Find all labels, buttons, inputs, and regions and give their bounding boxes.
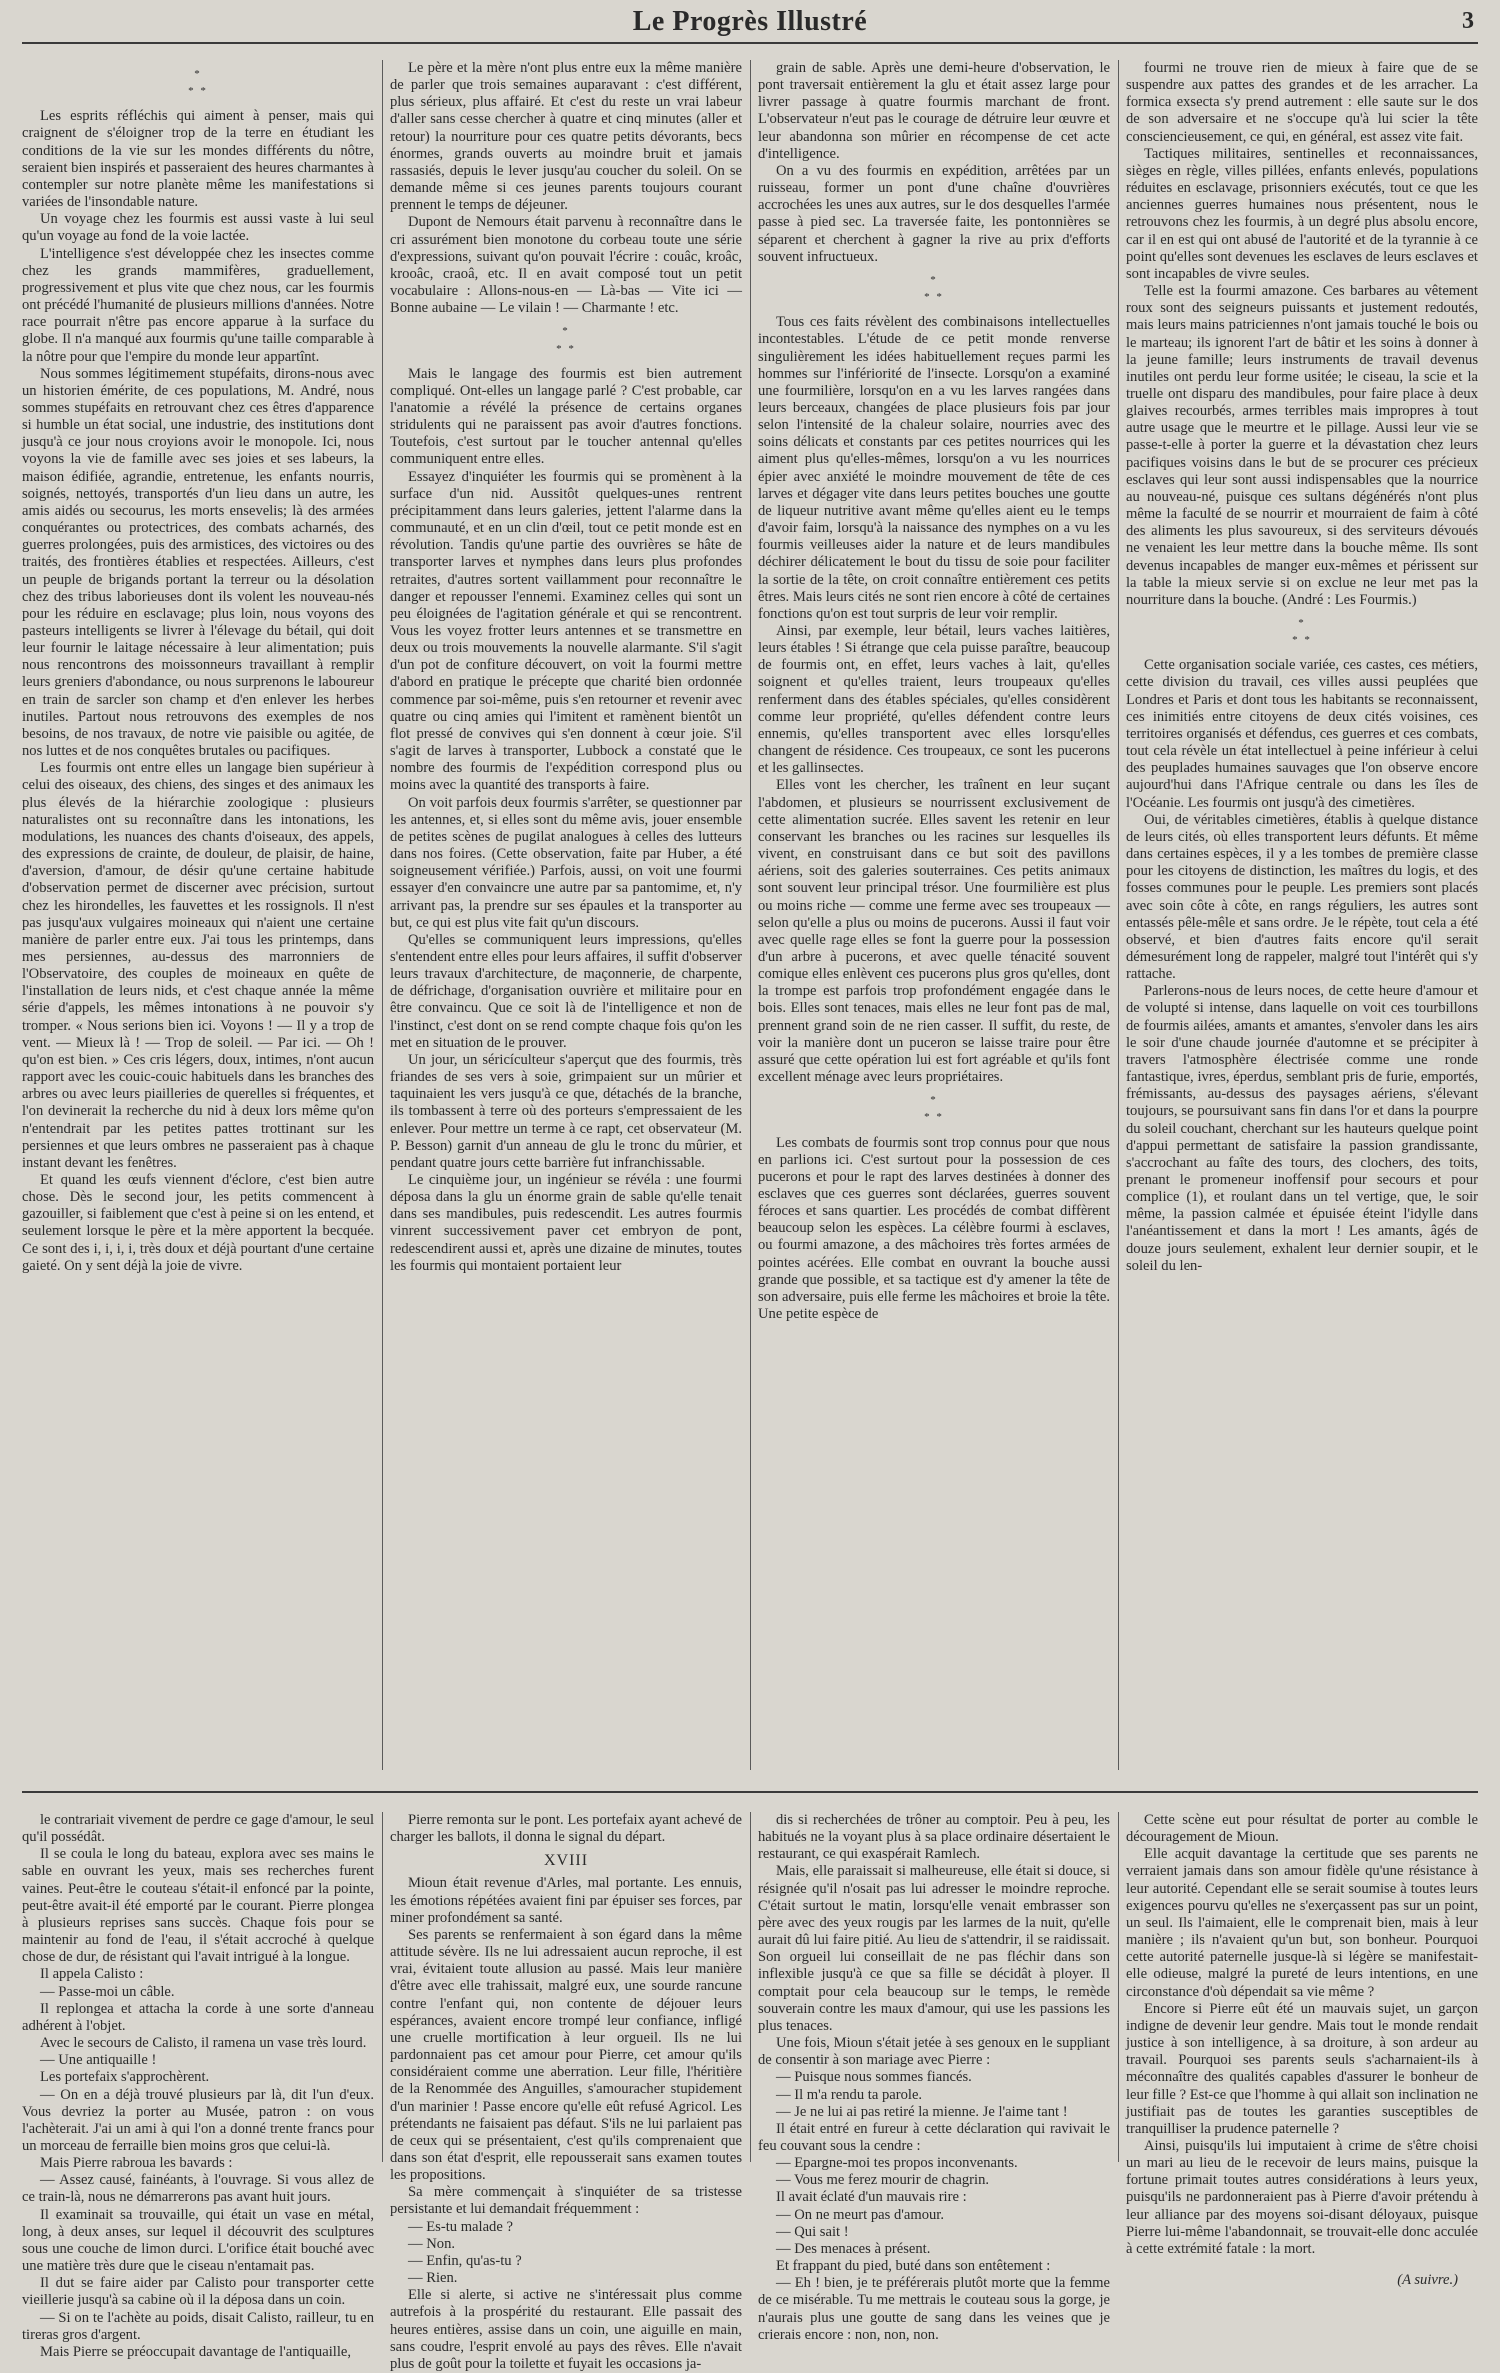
paragraph-group [22,108,374,1275]
paragraph: Il examinait sa trouvaille, qui était un vase en métal, long, à deux anses, sur lequel il découvrit des sculptures sous une couche de limon durci. L'orifice était bouché avec une matière très dure que le ciseau n'entamait pas. [22,2206,374,2275]
paragraph: Les fourmis ont entre elles un langage bien supérieur à celui des oiseaux, des chiens, des singes et des animaux les plus élevés de la hiérarchie zoologique : plusieurs naturalistes ont su reconnaître dans les intonations, les modulations, les nuances des chants d'oiseaux, des appels, des expressions de crainte, de douleur, de plaisir, de haine, d'aversion, d'amour, de désir qu'une certaine habitude d'observation permet de discerner avec précision, surtout chez les hirondelles, les fauvettes et les rossignols. Il n'est pas jusqu'aux vulgaires moineaux qui n'aient une certaine manière de parler entre eux. J'ai tous les printemps, dans mes persiennes, au-dessus des marronniers de l'Observatoire, des couples de moineaux en quête de l'installation de leurs nids, et c'est chaque année la même série d'appels, les mêmes intonations à ne pouvoir s'y tromper. « Nous serions bien ici. Voyons ! — Il y a trop de vent. — Mieux là ! — Trop de soleil. — Par ici. — Oh ! qu'on est bien. » Ces cris légers, doux, intimes, n'ont aucun rapport avec les couic-couic habituels dans les branches des arbres ou avec leurs piailleries de querelles si fréquentes, et l'on devinerait la recherche du nid à deux lors même qu'on n'entendrait par les petites pattes trottinant sur les persiennes et que leurs ombres ne passeraient pas à chaque instant devant les fenêtres. [22,760,374,1171]
section-stars: * * * [556,325,576,355]
paragraph: On a vu des fourmis en expédition, arrêtées par un ruisseau, former un pont d'une chaîne d'ouvrières accrochées les unes aux autres, sur le dos desquelles l'armée passe à pied sec. La traversée faite, les pontonnières se séparent et cherchent à gagner la rive au prix d'efforts souvent infructueux. [758,162,1110,265]
paragraph: Le père et la mère n'ont plus entre eux la même manière de parler que trois semaines auparavant : c'est différent, plus sérieux, plus affairé. Et c'est du reste un vrai labeur d'aller sans cesse chercher à quatre et cinq minutes (aller et retour) la nourriture pour ces quatre petits dévorants, becs énormes, grands ouverts au moindre bruit et jamais rassasiés, depuis le lever jusqu'au coucher du soleil. On se demande même si ces jeunes parents toujours courant prennent le temps de déjeuner. [390,60,742,214]
feuilleton-column-4 [1126,1812,1478,2289]
paragraph: Nous sommes légitimement stupéfaits, dirons-nous avec un historien émérite, de ces populations, M. André, nous sommes stupéfaits en retrouvant chez ces êtres d'apparence si humble un état social, une industrie, des institutions dont jusqu'à ce jour nous croyions avoir le monopole. Ici, nous voyons la vie de famille avec ses joies et ses labeurs, la maison édifiée, agrandie, entretenue, les enfants nourris, soignés, nettoyés, transportés d'un lieu dans un autre, les amis aidés ou secourus, les morts ensevelis; là des armées conquérantes ou protectrices, des combats acharnés, des guerres prolongées, puis des armistices, des victoires ou des traités, des frontières établies et respectées. Ailleurs, c'est un peuple de brigands portant la terreur ou la désolation chez des tribus laborieuses dont ils volent les nouveau-nés pour les réduire en esclavage; plus loin, nous voyons des pasteurs intelligents se livrer à l'élevage du bétail, qui doit leur fournir le laitage nécessaire à leur alimentation; puis nous rencontrons des moissonneurs travaillant à remplir leurs greniers d'abondance, ou nous surprenons le laboureur en train de sarcler son champ et d'en enlever les herbes inutiles. Partout nous retrouvons des exemples de nos besoins, de nos travaux, de notre vie paisible ou agitée, de nos luttes et de nos conquêtes brutales ou pacifiques. [22,365,374,760]
paragraph: Mioun était revenue d'Arles, mal portante. Les ennuis, les émotions répétées avaient fini par épuiser ses forces, par miner profondément sa santé. [390,1875,742,1926]
column-rule [382,1812,383,2162]
paragraph: Ses parents se renfermaient à son égard dans la même attitude sévère. Ils ne lui adressaient aucun reproche, il est vrai, évitaient toute allusion au passé. Mais leur manière d'être avec elle trahissait, malgré eux, une sourde rancune contre l'enfant qui, non contente de déjouer leurs espérances, avaient encore trompé leur confiance, infligé une cruelle mortification à leur orgueil. Ils ne lui pardonnaient pas cet amour pour Pierre, cet amour qu'ils considéraient comme une aberration. Leur fille, l'héritière de la Renommée des Anguilles, s'amouracher stupidement d'un marinier ! Passe encore qu'elle eût refusé Agricol. Les prétendants ne faisaient pas défaut. S'ils ne lui parlaient pas de ceux qui se présentaient, c'est qu'ils comprenaient que dans son état d'esprit, elle repousserait sans examen toutes les propositions. [390,1926,742,2184]
paragraph: Mais le langage des fourmis est bien autrement compliqué. Ont-elles un langage parlé ? C'est probable, car l'anatomie a révélé la présence de certains organes stridulents qui ne paraissent pas avoir d'autres fonctions. Toutefois, c'est surtout par le toucher antennal qu'elles communiquent entre elles. [390,365,742,468]
paragraph: — On ne meurt pas d'amour. [776,2206,944,2223]
paragraph: Dupont de Nemours était parvenu à reconnaître dans le cri assurément bien monotone du corbeau toute une série d'expressions, suivant qu'on pouvait l'écrire : couâc, kroâc, krooâc, craoâ, etc. Il en avait composé tout un petit vocabulaire : Allons-nous-en — Là-bas — Vite ici — Bonne aubaine — Le vilain ! — Charmante ! etc. [390,214,742,317]
paragraph: Un jour, un séricículteur s'aperçut que des fourmis, très friandes de ses vers à soie, grimpaient sur un mûrier et taquinaient les vers jusqu'à ce que, détachés de la branche, ils tombassent à terre où des porteurs s'empressaient de les enlever. Pour mettre un terme à ce rapt, cet observateur (M. P. Besson) garnit d'un anneau de glu le tronc du mûrier, et pendant quatre jours cette barrière fut infranchissable. [390,1051,742,1171]
paragraph: — Qui sait ! [776,2223,849,2240]
paragraph: Elles vont les chercher, les traînent en leur suçant l'abdomen, et plusieurs se nourrissent exclusivement de cette alimentation sucrée. Elles savent les retenir en leur conservant les branches ou les racines sur lesquelles ils vivent, en construisant dans ce but soit des pavillons aériens, soit des galeries souterraines. Ces petits animaux sont souvent leur principal trésor. Une fourmilière est plus ou moins riche — comme une ferme avec ses troupeaux — selon qu'elle a plus ou moins de pucerons. Aussi il faut voir avec quelle rage elles se font la guerre pour la possession d'un arbre à pucerons, et avec quelle ténacité souvent comique elles enlèvent ces pucerons plus gros qu'elles, dont la trompe est parfois trop profondément engagée dans le bois. Elles sont tenaces, mais elles ne leur font pas de mal, prennent grand soin de ne rien casser. Il suffit, du reste, de voir la manière dont un puceron se laisse traire pour être assuré que cette opération lui est fort agréable et qu'ils font excellent ménage avec leurs propriétaires. [758,777,1110,1086]
column-rule [750,1812,751,2162]
paragraph: — Eh ! bien, je te préférerais plutôt morte que la femme de ce misérable. Tu me mettrais le couteau sous la gorge, je n'aurais plus une goutte de sang dans les veines que je crierais encore : non, non, non. [758,2275,1110,2343]
page-header [22,4,1478,44]
paragraph-group [758,1812,1110,2344]
feuilleton-column-1 [22,1812,374,2360]
paragraph: — Rien. [408,2270,458,2287]
paragraph: Il était entré en fureur à cette déclaration qui ravivait le feu couvant sous la cendre : [758,2120,1110,2154]
paragraph: — Es-tu malade ? [408,2218,513,2235]
paragraph: Encore si Pierre eût été un mauvais sujet, un garçon indigne de devenir leur gendre. Mais tout le monde rendait justice à son intelligence, à sa droiture, à son ardeur au travail. Pourquoi ses parents seuls s'acharnaient-ils à méconnaître des qualités capables d'assurer le bonheur de leur fille ? Est-ce que l'homme à qui allait son inclination ne justifiait pas de toutes les garanties susceptibles de tranquilliser la prudence paternelle ? [1126,2000,1478,2137]
paragraph: le contrariait vivement de perdre ce gage d'amour, le seul qu'il possédât. [22,1812,374,1846]
chapter-heading: XVIII [543,1852,589,1870]
paragraph-group [758,60,1110,266]
paragraph-group [22,1812,374,2361]
paragraph: Mais Pierre se préoccupait davantage de l'antiquaille, [40,2343,352,2360]
column-rule [1118,1812,1119,2162]
paragraph: — On en a déjà trouvé plusieurs par là, dit l'un d'eux. Vous devriez la porter au Musée, patron : on vous l'achèterait. J'ai un ami à qui l'on a donné trente francs pour un morceau de ferraille bien moins gros que celui-là. [22,2086,374,2154]
paragraph: Tactiques militaires, sentinelles et reconnaissances, sièges en règle, villes pillées, enfants enlevés, populations réduites en esclavage, prisonniers exécutés, tout ce que les anciennes guerres humaines nous présentent, nous le retrouvons chez les fourmis, à un degré plus absolu encore, car il en est qui ont abusé de l'autorité et de la tyrannie à ce point qu'elles sont devenues les esclaves de leurs esclaves et sont incapables de vivre seules. [1126,145,1478,282]
paragraph-group [390,366,742,1275]
feuilleton-separator [22,1791,1478,1793]
column-rule [1118,60,1119,1770]
paragraph: — Puisque nous sommes fiancés. [776,2069,972,2086]
paragraph: Parlerons-nous de leurs noces, de cette heure d'amour et de volupté si intense, dans laquelle on voit ces tourbillons de fourmis ailées, amants et amantes, s'envoler dans les airs le soir d'une chaude journée d'automne et se précipiter à travers l'atmosphère électrisée comme une ronde fantastique, ivres, éperdus, semblant pris de furie, emportés, frémissants, au-dessus des paysages aériens, s'élevant toujours, se poursuivant sans fin dans l'or et dans la pourpre du soleil couchant, cherchant sur les hauteurs quelque point d'appui permettant de satisfaire la passion grandissante, s'accrochant au faîte des tours, des clochers, des toits, prenant le promeneur inoffensif pour secours et pour complice (1), et roulant dans un tel vertige, que, le soir même, la passion calmée et épuisée éteint l'idylle dans l'anéantissement et dans la mort ! Les amants, âgés de douze jours seulement, exhalent leur dernier soupir, et le soleil du len- [1126,983,1478,1274]
section-stars: * * * [1292,617,1312,647]
paragraph: Et frappant du pied, buté dans son entêtement : [776,2258,1051,2275]
paragraph: — Une antiquaille ! [40,2052,157,2069]
column-rule [750,60,751,1770]
paragraph: — Assez causé, fainéants, à l'ouvrage. Si vous allez de ce train-là, nous ne démarrerons pas avant huit jours. [22,2172,374,2206]
paragraph: Mais Pierre rabroua les bavards : [40,2155,233,2172]
paragraph: Il se coula le long du bateau, explora avec ses mains le sable en ouvrant les yeux, mais ses recherches furent vaines. Peut-être le couteau s'était-il enfoncé par la pointe, peut-être avait-il été emporté par le courant. Pierre plongea à plusieurs reprises sans succès. Chaque fois pour se maintenir au fond de l'eau, il s'était accroché à quelque chose de dur, de résistant qui l'avait intrigué à la longue. [22,1846,374,1966]
page-number: 3 [1462,8,1474,34]
paragraph: Les combats de fourmis sont trop connus pour que nous en parlions ici. C'est surtout pour la possession de ces pucerons et pour le rapt des larves destinées à donner des esclaves que ces guerres sont déclarées, guerres souvent féroces et sans quartier. Les procédés de combat diffèrent beaucoup selon les espèces. La célèbre fourmi à esclaves, ou fourmi amazone, a des mâchoires très fortes armées de pointes acérées. Elle combat en ouvrant la bouche aussi grande que possible, et sa tactique est d'y amener la tête de son adversaire, puis elle ferme les mâchoires et broie la tête. Une petite espèce de [758,1134,1110,1323]
feuilleton [22,1812,1478,2372]
masthead-title: Le Progrès Illustré [632,6,868,37]
article-column-4 [1126,60,1478,1770]
paragraph: Ainsi, par exemple, leur bétail, leurs vaches laitières, leurs étables ! Si étrange que cela puisse paraître, beaucoup de fourmis ont, en effet, leurs vaches à lait, qu'elles soignent et qu'elles traient, leurs troupeaux qu'elles renferment dans des étables spéciales, qu'elles considèrent comme leur propriété, qu'elles défendent contre leurs ennemis, qu'elles transportent avec elles lorsqu'elles changent de résidence. Ces troupeaux, ce sont les pucerons et les gallinsectes. [758,623,1110,777]
paragraph: Qu'elles se communiquent leurs impressions, qu'elles s'entendent entre elles pour leurs affaires, il suffit d'observer leurs travaux d'architecture, de maçonnerie, de charpente, de défrichage, d'organisation ouvrière et militaire pour en être convaincu. Que ce soit là de l'intelligence et non de l'instinct, c'est dont on se rend compte chaque fois qu'on les met en situation de le prouver. [390,931,742,1051]
paragraph: Tous ces faits révèlent des combinaisons intellectuelles incontestables. L'étude de ce petit monde renverse singulièrement les idées habituellement reçues parmi les hommes sur l'infériorité de l'insecte. Lorsqu'on a examiné une fourmilière, lorsqu'on en a vu les larves rangées dans leurs berceaux, changées de place plusieurs fois par jour selon l'intensité de la chaleur solaire, nourries avec des soins délicats et constants par ces petites nourrices qui les aiment plus qu'elles-mêmes, lorsqu'on a vu les nourrices épier avec anxiété le moindre mouvement de tête de ces larves et dégager vite dans leurs petites bouches une goutte de liqueur nutritive avant même qu'elles aient eu le temps d'avoir faim, lorsqu'à la naissance des nymphes on a vu les fourmis veilleuses aider la nature et de leurs mandibules déchirer délicatement le bout du tissu de soie pour faciliter la sortie de la tête, on croit connaître entièrement ces petits êtres. Mais leurs cités ne sont rien encore à côté de certaines fonctions qu'on est tout surpris de leur voir remplir. [758,314,1110,622]
to-be-continued: (A suivre.) [1397,2272,1458,2289]
paragraph: Telle est la fourmi amazone. Ces barbares au vêtement roux sont des seigneurs puissants et justement redoutés, mais leurs mains patriciennes n'ont jamais touché le bois ou le marteau; ils ignorent l'art de bâtir et les soins à donner à la jeune famille; leurs instruments de travail devenus inutiles ont perdu leur forme usitée; le ciseau, la scie et la truelle ont disparu des mandibules, pour faire place à deux glaives recourbés, armes terribles mais impropres à tout autre usage que le meurtre et le pillage. Aussi leur vie se passe-t-elle à porter la guerre et la dévastation chez leurs pacifiques voisins dans le but de se procurer ces précieux esclaves qui leur sont aussi indispensables que la nourrice au nouveau-né, puisque ces sultans dégénérés n'ont plus même la faculté de se nourrir et mourraient de faim à côté des aliments les plus savoureux, si des serviteurs dévoués ne venaient les leur mettre dans la bouche même. Ils sont devenus incapables de manger eux-mêmes et périssent sur la table la mieux servie si on exclue ne leur met pas la nourriture dans la bouche. (André : Les Fourmis.) [1126,283,1478,608]
paragraph: Une fois, Mioun s'était jetée à ses genoux en le suppliant de consentir à son mariage avec Pierre : [758,2035,1110,2069]
paragraph: Pierre remonta sur le pont. Les portefaix ayant achevé de charger les ballots, il donna le signal du départ. [390,1812,742,1846]
feuilleton-column-3 [758,1812,1110,2343]
paragraph: Un voyage chez les fourmis est aussi vaste à lui seul qu'un voyage au fond de la voie lactée. [22,211,374,245]
paragraph: On voit parfois deux fourmis s'arrêter, se questionner par les antennes, et, si elles sont du même avis, jouer ensemble de petites scènes de pugilat analogues à celles des lutteurs dans nos foires. (Cette observation, faite par Huber, a été soigneusement vérifiée.) Parfois, aussi, on voit une fourmi essayer d'en convaincre une autre par sa pantomime, et, n'y arrivant pas, la prendre sur ses épaules et la transporter au but, ce qui est plus vite fait qu'un discours. [390,794,742,931]
paragraph: — Il m'a rendu ta parole. [776,2086,923,2103]
paragraph: dis si recherchées de trôner au comptoir. Peu à peu, les habitués ne la voyant plus à sa place ordinaire désertaient le restaurant, ce qui exaspérait Ramlech. [758,1812,1110,1863]
paragraph: — Des menaces à présent. [776,2240,931,2257]
paragraph-group [1126,657,1478,1275]
article-column-2 [390,60,742,1770]
paragraph: grain de sable. Après une demi-heure d'observation, le pont traversait entièrement la glu et était assez large pour livrer passage à quatre fourmis marchant de front. L'observateur n'eut pas le courage de détruire leur œuvre et leur abandonna son mûrier en récompense de cet acte d'intelligence. [758,60,1110,162]
paragraph: Et quand les œufs viennent d'éclore, c'est bien autre chose. Dès le second jour, les petits commencent à gazouiller, si faiblement que c'est à peine si on les entend, et seulement lorsque le père et la mère apportent la becquée. Ce sont des i, i, i, i, très doux et déjà pourtant d'une certaine gaieté. On y sent déjà la joie de vivre. [22,1172,374,1274]
paragraph: Le cinquième jour, un ingénieur se révéla : une fourmi déposa dans la glu un énorme grain de sable qu'elle tenait dans ses mandibules, puis redescendit. Les autres fourmis vinrent successivement paver cet embryon de pont, redescendirent aussi et, après une dizaine de minutes, toutes les fourmis qui montaient portaient leur [390,1172,742,1274]
paragraph: Elle si alerte, si active ne s'intéressait plus comme autrefois à la prospérité du restaurant. Elle passait des heures entières, assise dans un coin, une aiguille en main, sans coudre, l'esprit envolé au pays des rêves. Elle n'avait plus de goût pour la toilette et fuyait les occasions ja- [390,2287,742,2372]
column-rule [382,60,383,1770]
article-column-3 [758,60,1110,1770]
paragraph: L'intelligence s'est développée chez les insectes comme chez les grands mammifères, graduellement, progressivement et plus vite que chez nous, car les fourmis ont précédé l'humanité de plusieurs millions d'années. Notre race pourrait n'être pas encore apparue à la surface du globe. Il n'a manqué aux fourmis qu'une taille comparable à la nôtre pour que l'empire du monde leur appartînt. [22,245,374,365]
paragraph: Elle acquit davantage la certitude que ses parents ne verraient jamais dans son amour fidèle qu'une résistance à leur autorité. Cependant elle se serait soumise à toutes leurs exigences pourvu qu'elles ne s'exerçassent pas sur un point, un seul. Ils l'aimaient, elle le comprenait bien, mais à leur manière ; ils n'avaient qu'un but, son bonheur. Pourquoi cette autorité paternelle jusque-là si légère se manifestait-elle odieuse, malgré la pureté de leurs intentions, en une circonstance d'où dépendait sa vie même ? [1126,1846,1478,2000]
paragraph: — Je ne lui ai pas retiré la mienne. Je l'aime tant ! [776,2103,1068,2120]
paragraph: Les esprits réfléchis qui aiment à penser, mais qui craignent de s'éloigner trop de la terre en étudiant les conditions de la vie sur les mondes différents du nôtre, seraient bien inspirés et passeraient des heures charmantes à contempler sur notre planète même les manifestations si variées de l'insondable nature. [22,108,374,211]
paragraph-group [758,314,1110,1086]
feuilleton-column-2 [390,1812,742,2372]
paragraph: Oui, de véritables cimetières, établis à quelque distance de leurs cités, où elles transportent leurs défunts. Et même dans certaines espèces, il y a les tombes de première classe pour les citoyens de distinction, les maîtres du logis, et des fosses communes pour le peuple. Les premiers sont placés avec soin côte à côte, en rangs réguliers, les autres sont entassés pêle-mêle et sans ordre. Je le répète, tout cela a été observé, et bien d'autres faits encore qu'il serait démesurément long de rappeler, malgré tout l'intérêt qui s'y rattache. [1126,811,1478,983]
section-stars: * * * [924,273,944,304]
paragraph: Sa mère commençait à s'inquiéter de sa tristesse persistante et lui demandait fréquemment : [390,2184,742,2218]
paragraph: — Si on te l'achète au poids, disait Calisto, railleur, tu en tireras gros d'argent. [22,2309,374,2343]
paragraph: Mais, elle paraissait si malheureuse, elle était si douce, si résignée qu'il n'osait pas lui adresser le moindre reproche. C'était surtout le matin, lorsqu'elle venait embrasser son père avec des yeux rougis par les larmes de la nuit, qu'elle aurait dû lui faire pitié. Au lieu de s'attendrir, il se raidissait. Son orgueil lui conseillait de ne pas fléchir dans son inflexible jusqu'à ce que sa fille se décidât à ployer. Il comptait pour cela beaucoup sur le temps, le remède souverain contre les maux d'amour, qui use les passions les plus tenaces. [758,1863,1110,2034]
article-column-1 [22,60,374,1770]
paragraph-group [390,1812,742,1846]
section-stars: * * * [188,68,208,98]
paragraph: Ainsi, puisqu'ils lui imputaient à crime de s'être choisi un mari au lieu de le recevoir de leurs mains, puisque la fortune primait toutes autres considérations à leurs yeux, puisqu'ils ne pardonneraient pas à Pierre d'avoir prétendu à leur alliance par des moyens soi-disant déloyaux, puisque Pierre lui-même l'abandonnait, se trouvait-elle donc acculée à cette extrémité fatale : la mort. [1126,2137,1478,2257]
paragraph-group [390,1875,742,2373]
paragraph: Cette organisation sociale variée, ces castes, ces métiers, cette division du travail, ces villes aussi peuplées que Londres et Paris et dont tous les habitants se reconnaissent, ces inimitiés entre citoyens de deux cités voisines, ces territoires organisés et défendus, ces guerres et ces combats, tout cela révèle un état intellectuel à peine inférieur à celui des peuplades humaines sauvages que l'on observe encore aujourd'hui dans l'Afrique centrale ou dans les îles de l'Océanie. Les fourmis ont jusqu'à des cimetières. [1126,657,1478,811]
paragraph: — Non. [408,2235,456,2252]
paragraph-group [1126,60,1478,609]
paragraph: Il replongea et attacha la corde à une sorte d'anneau adhérent à l'objet. [22,2000,374,2034]
paragraph: — Passe-moi un câble. [40,1983,175,2000]
paragraph: — Vous me ferez mourir de chagrin. [776,2172,990,2189]
paragraph-group [758,1135,1110,1324]
paragraph: Il dut se faire aider par Calisto pour transporter cette vieillerie jusqu'à sa cabine où il la déposa dans un coin. [22,2275,374,2309]
paragraph: Essayez d'inquiéter les fourmis qui se promènent à la surface d'un nid. Aussitôt quelques-unes rentrent précipitamment dans leurs galeries, jettent l'alarme dans la communauté, et en un clin d'œil, tout ce petit monde est en révolution. Tandis qu'une partie des ouvrières se hâte de transporter larves et nymphes dans leurs plus profondes retraites, d'autres sortent vaillamment pour reconnaître le danger et repousser l'ennemi. Examinez celles qui sont un peu éloignées de l'agitation générale et qui se rencontrent. Vous les voyez frotter leurs antennes et se transmettre en deux ou trois mouvements la nouvelle alarmante. S'il s'agit d'un pot de confiture découvert, on voit la fourmi mettre d'abord en pratique le précepte que charité bien ordonnée commence par soi-même, puis s'en retourner et revenir avec quatre ou cinq amies qui l'imitent et ramènent bientôt un flot pressé de convives qui s'en donnent à cœur joie. S'il s'agit de larves à transporter, Lubbock a constaté que le nombre des fourmis de l'expédition correspond plus ou moins avec la quantité des transports à faire. [390,468,742,794]
paragraph: — Enfin, qu'as-tu ? [408,2252,522,2269]
paragraph-group [390,60,742,317]
paragraph: Il appela Calisto : [40,1966,144,1983]
paragraph: fourmi ne trouve rien de mieux à faire que de se suspendre aux pattes des grandes et de les arracher. La formica exsecta s'y prend autrement : elle saute sur le dos de son adversaire et ne s'occupe qu'à lui scier la tête consciencieusement, ce qui, en général, est assez vite fait. [1126,60,1478,145]
section-stars: * * * [924,1094,944,1124]
paragraph: — Epargne-moi tes propos inconvenants. [776,2155,1018,2172]
ants-article [22,60,1478,1770]
paragraph: Il avait éclaté d'un mauvais rire : [776,2189,967,2206]
paragraph: Avec le secours de Calisto, il ramena un vase très lourd. [40,2035,367,2052]
paragraph-group [1126,1812,1478,2258]
paragraph: Les portefaix s'approchèrent. [40,2069,210,2086]
paragraph: Cette scène eut pour résultat de porter au comble le découragement de Mioun. [1126,1812,1478,1846]
